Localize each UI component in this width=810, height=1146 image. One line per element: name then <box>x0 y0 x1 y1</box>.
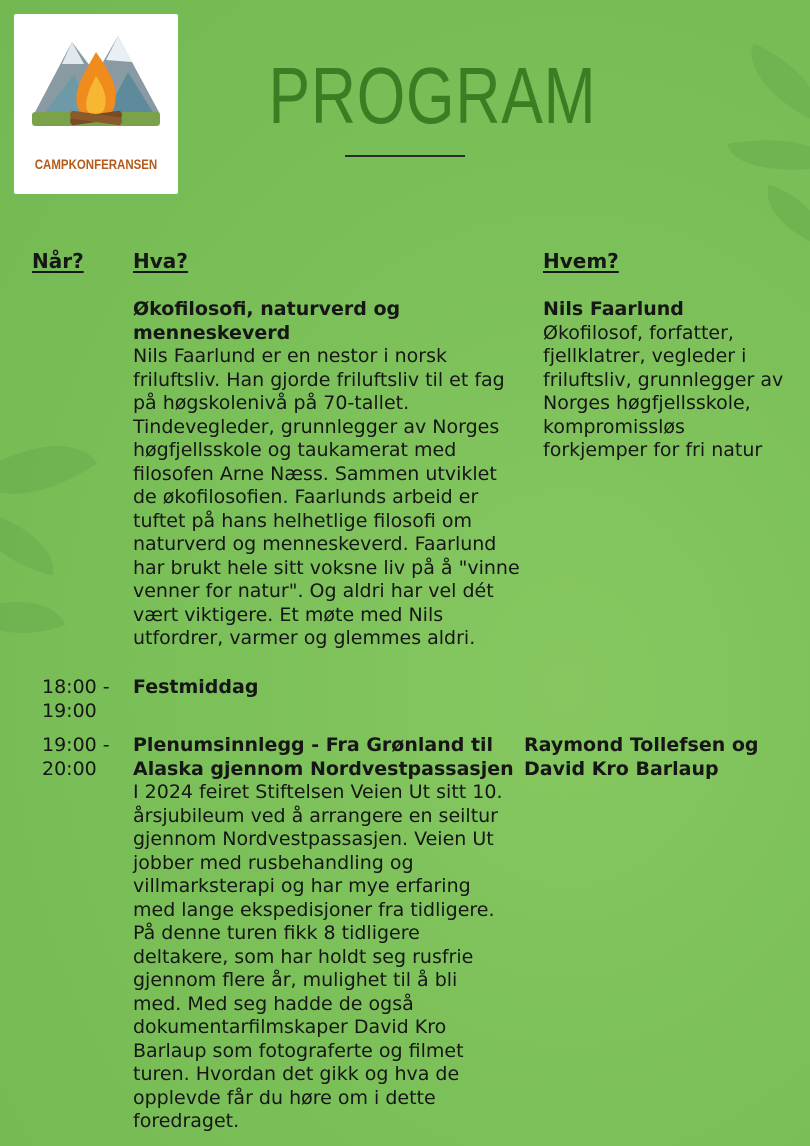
item-desc: Tindevegleder, grunnlegger av Norges <box>133 415 500 438</box>
item-desc: med lange ekspedisjoner fra tidligere. <box>133 898 495 921</box>
logo-text: CAMPKONFERANSEN <box>34 156 158 172</box>
speaker-name: David Kro Barlaup <box>524 757 719 780</box>
item-desc: villmarksterapi og har mye erfaring <box>133 875 471 897</box>
item-desc: dokumentarfilmskaper David Kro <box>133 1016 447 1038</box>
item-desc: på høgskolenivå på 70-tallet. <box>133 392 410 414</box>
item-desc: Nils Faarlund er en nestor i norsk <box>133 345 448 367</box>
speaker-name: Raymond Tollefsen og <box>524 734 759 756</box>
speaker-name: Nils Faarlund <box>543 298 684 320</box>
program-item-3-when <box>42 734 122 781</box>
title-underline <box>345 155 465 157</box>
item-title: Plenumsinnlegg - Fra Grønland til <box>133 734 494 756</box>
item-desc: høgfjellsskole og taukamerat med <box>133 439 457 461</box>
item-time: 20:00 <box>42 757 97 780</box>
speaker-desc: Økofilosof, forfatter, <box>543 321 734 344</box>
item-time: 19:00 - <box>42 734 110 756</box>
leaf-decoration <box>727 127 810 184</box>
item-desc: friluftsliv. Han gjorde friluftsliv til et fag <box>133 368 505 391</box>
header-what: Hva? <box>133 249 188 273</box>
item-title: Festmiddag <box>133 676 259 698</box>
item-desc: vært viktigere. Et møte med Nils <box>133 603 444 626</box>
speaker-desc: forkjemper for fri natur <box>543 439 763 461</box>
item-desc: venner for natur". Og aldri har vel dét <box>133 580 494 602</box>
item-title: Alaska gjennom Nordvestpassasjen <box>133 757 514 780</box>
program-item-1-who <box>543 298 803 463</box>
page-title: PROGRAM <box>268 51 597 140</box>
item-desc: filosofen Arne Næss. Sammen utviklet <box>133 462 497 485</box>
item-desc: de økofilosofien. Faarlunds arbeid er <box>133 486 479 508</box>
speaker-desc: friluftsliv, grunnlegger av <box>543 368 784 391</box>
item-desc: opplevde får du høre om i dette <box>133 1086 436 1109</box>
leaf-decoration <box>755 184 810 246</box>
header-who: Hvem? <box>543 249 619 273</box>
item-desc: turen. Hvordan det gikk og hva de <box>133 1063 460 1085</box>
mountain-campfire-icon <box>14 14 178 154</box>
program-item-1-what <box>133 298 533 651</box>
item-time: 18:00 - <box>42 676 110 698</box>
leaf-decoration <box>0 414 97 526</box>
item-desc: På denne turen fikk 8 tidligere <box>133 922 420 944</box>
item-desc: gjennom Nordvestpassasjen. Veien Ut <box>133 828 494 850</box>
item-desc: tuftet på hans helhetlige filosofi om <box>133 509 472 532</box>
speaker-desc: fjellklatrer, vegleder i <box>543 345 747 367</box>
item-desc: Barlaup som fotograferte og filmet <box>133 1039 464 1062</box>
speaker-desc: Norges høgfjellsskole, <box>543 392 751 414</box>
logo <box>14 14 178 194</box>
item-desc: naturverd og menneskeverd. Faarlund <box>133 533 497 555</box>
item-time: 19:00 <box>42 699 97 722</box>
program-item-3-who <box>524 734 804 781</box>
leaf-decoration <box>0 509 64 576</box>
item-title: Økofilosofi, naturverd og <box>133 298 401 320</box>
program-item-2-what <box>133 676 513 700</box>
leaf-decoration <box>735 43 810 122</box>
item-desc: gjennom flere år, mulighet til å bli <box>133 969 458 991</box>
item-desc: deltakere, som har holdt seg rusfrie <box>133 945 474 968</box>
item-desc: årsjubileum ved å arrangere en seiltur <box>133 804 498 827</box>
header-when: Når? <box>32 249 84 273</box>
item-desc: har brukt hele sitt voksne liv på å "vinne <box>133 556 520 579</box>
speaker-desc: kompromissløs <box>543 415 685 438</box>
program-item-2-when <box>42 676 122 723</box>
item-desc: med. Med seg hadde de også <box>133 992 414 1015</box>
item-desc: foredraget. <box>133 1110 240 1132</box>
item-desc: I 2024 feiret Stiftelsen Veien Ut sitt 10. <box>133 781 503 803</box>
item-desc: utfordrer, varmer og glemmes aldri. <box>133 627 476 649</box>
program-item-3-what <box>133 734 518 1134</box>
leaf-decoration <box>0 583 65 653</box>
item-title: menneskeverd <box>133 321 291 344</box>
item-desc: jobber med rusbehandling og <box>133 851 414 874</box>
